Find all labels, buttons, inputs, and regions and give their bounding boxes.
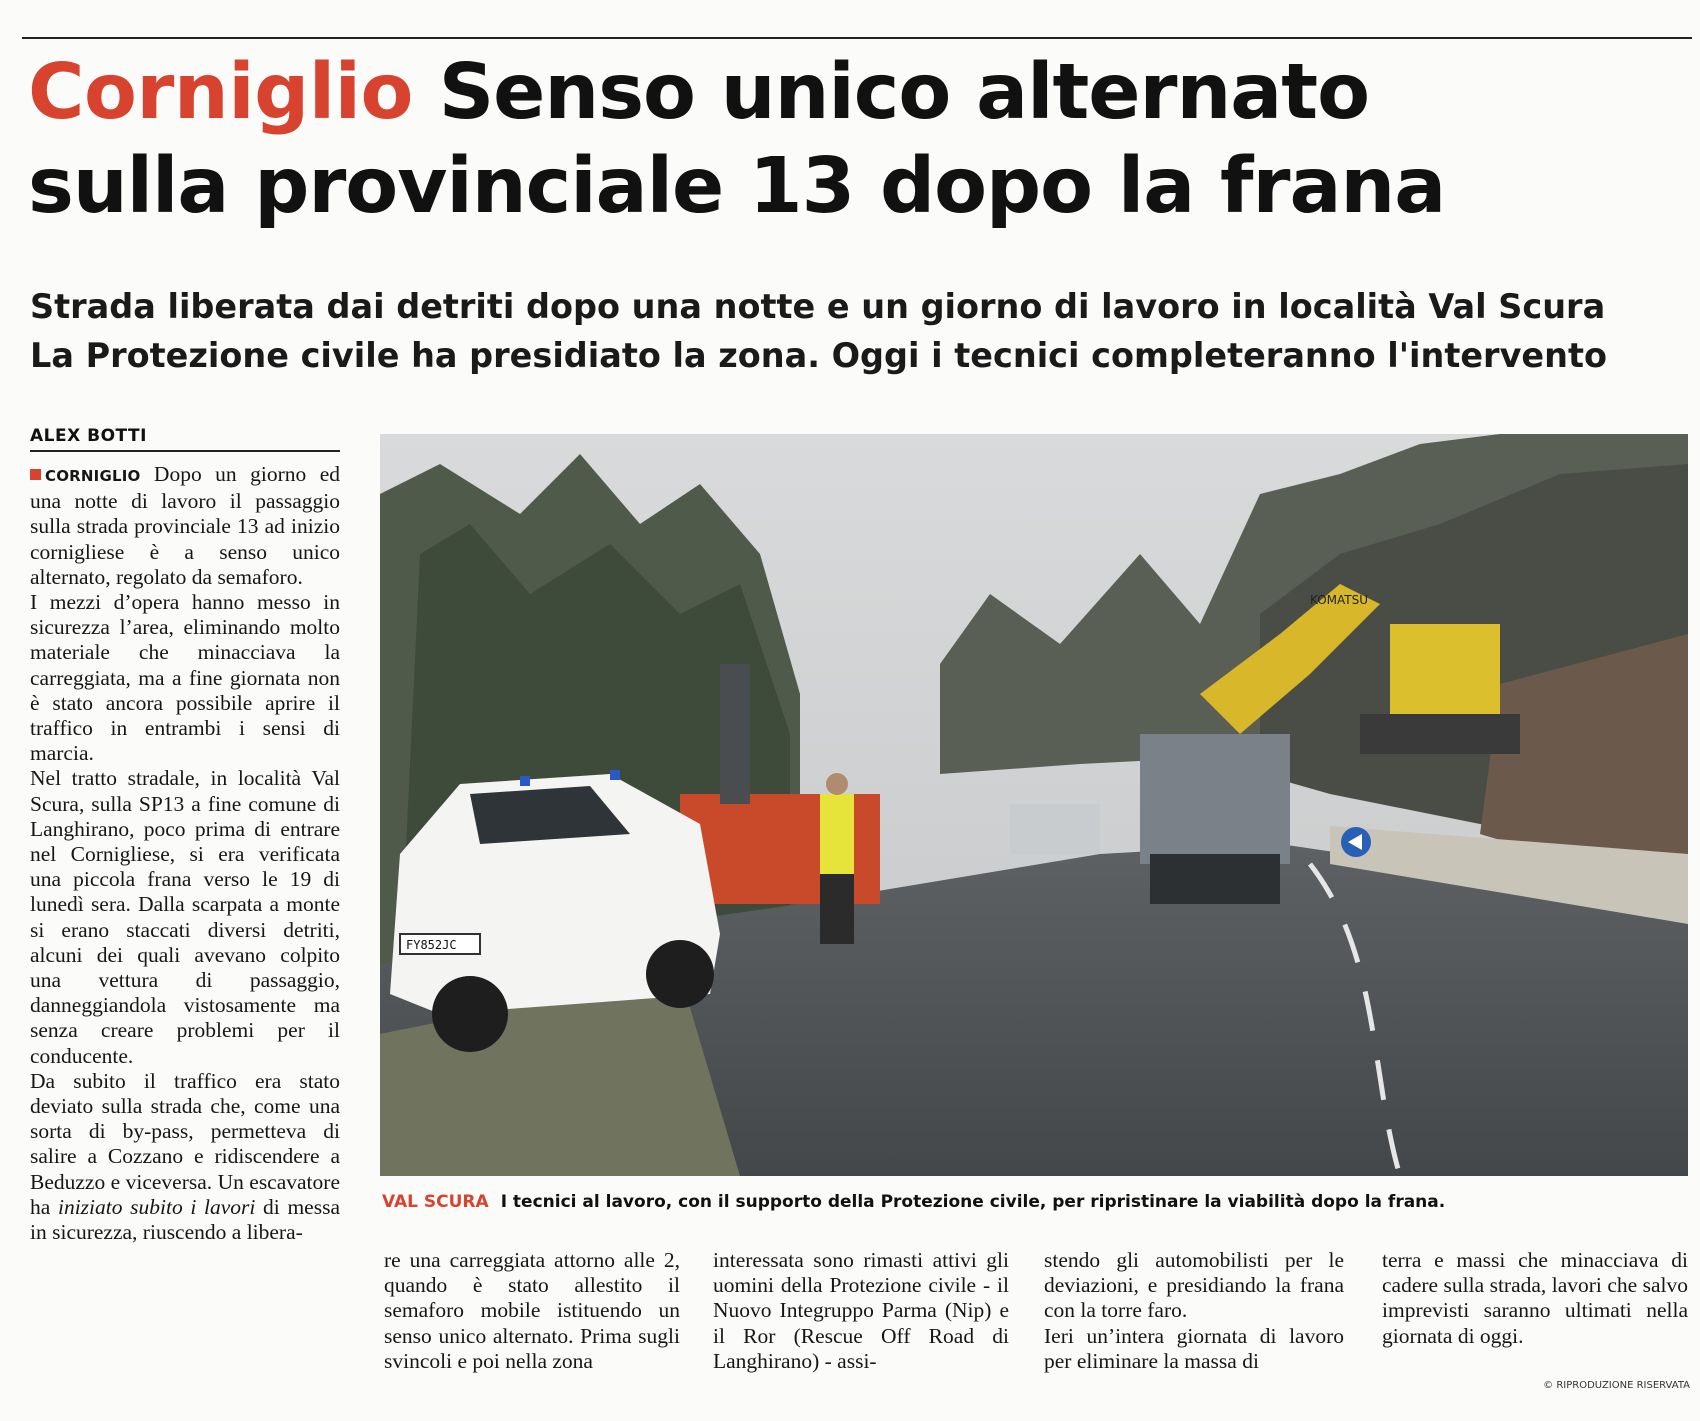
excavator-cab (1390, 624, 1500, 724)
article-column-1 (30, 462, 340, 1245)
article-column-5 (1382, 1248, 1688, 1349)
worker-vest (820, 794, 854, 874)
pickup-wheel-front (432, 976, 508, 1052)
column-4-paragraph-1: stendo gli automobilisti per le deviazioni, e presidiando la frana con la torre faro. (1044, 1248, 1344, 1323)
kicker: CORNIGLIO (45, 467, 141, 485)
paragraph-4-text-a: Da subito il traffico era stato deviato sulla strada che, come una sorta di by-pass, permetteva di salire a Cozzano e ridiscendere a Beduzzo e viceversa. Un escavatore ha (30, 1068, 340, 1219)
caption-text: I tecnici al lavoro, con il supporto della Protezione civile, per ripristinare la viabilità dopo la frana. (500, 1192, 1446, 1212)
excavator-brand: KOMATSU (1310, 593, 1369, 607)
headline-place: Corniglio (28, 48, 413, 137)
copyright-notice: © RIPRODUZIONE RISERVATA (1543, 1380, 1690, 1391)
excavator-tracks (1360, 714, 1520, 754)
headline-line-1: Senso unico alternato (438, 48, 1369, 137)
byline-rule (30, 450, 340, 452)
worker-legs (820, 874, 854, 944)
article-column-2 (384, 1248, 680, 1374)
paragraph-3: Nel tratto stradale, in località Val Scura, sulla SP13 a fine comune di Langhirano, poco prima di entrare nel Cornigliese, si era verificata una piccola frana verso le 19 di lunedì sera. Dalla scarpata a monte si erano staccati diversi detriti, alcuni dei quali avevano colpito una vettura di passaggio, danneggiandola vistosamente ma senza creare problemi per il conducente. (30, 766, 340, 1068)
emergency-light-left (520, 776, 530, 786)
top-rule (22, 37, 1692, 39)
article-column-4 (1044, 1248, 1344, 1374)
truck-box (1140, 734, 1290, 864)
headline (28, 46, 1688, 234)
caption-place: VAL SCURA (382, 1192, 489, 1212)
subhead-line-1: Strada liberata dai detriti dopo una notte e un giorno di lavoro in località Val Scura (30, 287, 1606, 327)
paragraph-2: I mezzi d’opera hanno messo in sicurezza l’area, eliminando molto materiale che minacciava la carreggiata, ma a fine giornata non è stato ancora possibile aprire il traffico in entrambi i sensi di marcia. (30, 590, 340, 766)
paragraph-4-text-b: di messa in sicurezza, riuscendo a libera- (30, 1194, 340, 1245)
worker-head (826, 773, 848, 795)
paragraph-1 (30, 462, 340, 590)
subheadline (30, 283, 1655, 381)
subhead-line-2: La Protezione civile ha presidiato la zona. Oggi i tecnici completeranno l'intervento (30, 336, 1607, 376)
photo-caption (382, 1192, 1682, 1212)
pickup-wheel-rear (646, 940, 714, 1008)
paragraph-1-text: Dopo un giorno ed una notte di lavoro il passaggio sulla strada provinciale 13 ad inizio cornigliese è a senso unico alternato, regolato da semaforo. (30, 462, 341, 589)
column-2-text: re una carreggiata attorno alle 2, quando è stato allestito il semaforo mobile istituendo un senso unico alternato. Prima sugli svincoli e poi nella zona (384, 1248, 680, 1373)
headline-line-2: sulla provinciale 13 dopo la frana (28, 142, 1446, 231)
parked-car (1010, 804, 1100, 854)
news-photo (380, 434, 1688, 1176)
column-4-paragraph-2: Ieri un’intera giornata di lavoro per eliminare la massa di (1044, 1323, 1344, 1373)
light-tower-mast (720, 664, 750, 804)
article-column-3 (713, 1248, 1009, 1374)
emergency-light-right (610, 770, 620, 780)
red-square-icon (30, 469, 41, 480)
paragraph-4 (30, 1069, 340, 1245)
license-plate-text: FY852JC (406, 938, 457, 952)
paragraph-4-italic: iniziato subito i lavori (57, 1194, 256, 1219)
column-5-text: terra e massi che minacciava di cadere sulla strada, lavori che salvo imprevisti saranno ultimati nella giornata di oggi. (1382, 1248, 1688, 1348)
byline: ALEX BOTTI (30, 426, 147, 446)
column-3-text: interessata sono rimasti attivi gli uomini della Protezione civile - il Nuovo Integruppo Parma (Nip) e il Ror (Rescue Off Road di Langhirano) - assi- (713, 1248, 1009, 1373)
photo-scene (380, 434, 1688, 1176)
truck-base (1150, 854, 1280, 904)
